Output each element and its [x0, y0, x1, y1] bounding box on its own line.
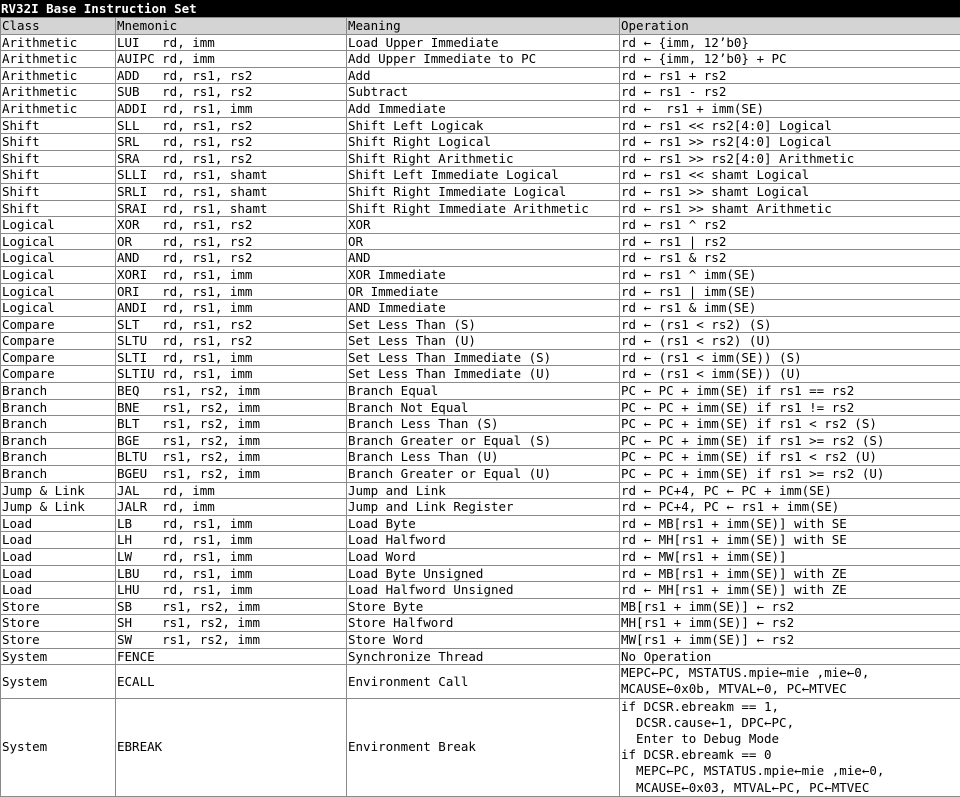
operation-cell: rd ← (rs1 < imm(SE)) (U) [620, 366, 960, 383]
operation-cell: rd ← MW[rs1 + imm(SE)] [620, 549, 960, 566]
table-row [1, 316, 960, 333]
table-row [1, 117, 960, 134]
table-row [1, 698, 960, 796]
class-cell: Shift [1, 183, 116, 200]
mnemonic-cell: SRAI rd, rs1, shamt [116, 200, 347, 217]
header-mnemonic: Mnemonic [116, 18, 347, 35]
mnemonic-cell: ORI rd, rs1, imm [116, 283, 347, 300]
meaning-cell: Set Less Than (U) [347, 333, 620, 350]
table-row [1, 416, 960, 433]
mnemonic-cell: LHU rd, rs1, imm [116, 582, 347, 599]
table-row [1, 515, 960, 532]
mnemonic-cell: BEQ rs1, rs2, imm [116, 383, 347, 400]
meaning-cell: XOR Immediate [347, 266, 620, 283]
table-row [1, 200, 960, 217]
mnemonic-cell: SLTIU rd, rs1, imm [116, 366, 347, 383]
class-cell: Shift [1, 167, 116, 184]
class-cell: Load [1, 549, 116, 566]
header-meaning: Meaning [347, 18, 620, 35]
class-cell: Branch [1, 466, 116, 483]
meaning-cell: Shift Right Immediate Logical [347, 183, 620, 200]
mnemonic-cell: SLLI rd, rs1, shamt [116, 167, 347, 184]
table-row [1, 549, 960, 566]
class-cell: Logical [1, 266, 116, 283]
meaning-cell: Branch Greater or Equal (S) [347, 432, 620, 449]
meaning-cell: Branch Equal [347, 383, 620, 400]
table-row [1, 266, 960, 283]
table-row [1, 150, 960, 167]
operation-cell: rd ← rs1 + rs2 [620, 67, 960, 84]
meaning-cell: XOR [347, 217, 620, 234]
mnemonic-cell: BLTU rs1, rs2, imm [116, 449, 347, 466]
table-row [1, 283, 960, 300]
table-row [1, 499, 960, 516]
meaning-cell: Load Byte [347, 515, 620, 532]
table-row [1, 648, 960, 665]
mnemonic-cell: SLT rd, rs1, rs2 [116, 316, 347, 333]
class-cell: Jump & Link [1, 482, 116, 499]
class-cell: Load [1, 532, 116, 549]
meaning-cell: Environment Break [347, 698, 620, 796]
meaning-cell: Shift Left Immediate Logical [347, 167, 620, 184]
class-cell: Compare [1, 366, 116, 383]
table-row [1, 399, 960, 416]
meaning-cell: Branch Greater or Equal (U) [347, 466, 620, 483]
meaning-cell: Load Upper Immediate [347, 34, 620, 51]
mnemonic-cell: BGE rs1, rs2, imm [116, 432, 347, 449]
meaning-cell: OR Immediate [347, 283, 620, 300]
class-cell: Load [1, 565, 116, 582]
meaning-cell: Branch Less Than (U) [347, 449, 620, 466]
mnemonic-cell: FENCE [116, 648, 347, 665]
operation-cell: rd ← rs1 >> rs2[4:0] Logical [620, 134, 960, 151]
table-row [1, 250, 960, 267]
class-cell: Shift [1, 200, 116, 217]
class-cell: Store [1, 598, 116, 615]
class-cell: Shift [1, 134, 116, 151]
operation-cell: No Operation [620, 648, 960, 665]
mnemonic-cell: BLT rs1, rs2, imm [116, 416, 347, 433]
mnemonic-cell: SLL rd, rs1, rs2 [116, 117, 347, 134]
class-cell: Logical [1, 250, 116, 267]
meaning-cell: Branch Less Than (S) [347, 416, 620, 433]
table-row [1, 532, 960, 549]
operation-cell: rd ← rs1 + imm(SE) [620, 100, 960, 117]
meaning-cell: Load Word [347, 549, 620, 566]
meaning-cell: AND Immediate [347, 300, 620, 317]
table-row [1, 34, 960, 51]
class-cell: Branch [1, 416, 116, 433]
class-cell: Logical [1, 300, 116, 317]
table-row [1, 217, 960, 234]
operation-cell: rd ← rs1 >> shamt Logical [620, 183, 960, 200]
mnemonic-cell: BNE rs1, rs2, imm [116, 399, 347, 416]
mnemonic-cell: SLTI rd, rs1, imm [116, 349, 347, 366]
operation-cell: rd ← PC+4, PC ← rs1 + imm(SE) [620, 499, 960, 516]
class-cell: Branch [1, 399, 116, 416]
table-row [1, 383, 960, 400]
operation-cell: rd ← rs1 | imm(SE) [620, 283, 960, 300]
class-cell: Jump & Link [1, 499, 116, 516]
mnemonic-cell: ADD rd, rs1, rs2 [116, 67, 347, 84]
meaning-cell: Add Immediate [347, 100, 620, 117]
mnemonic-cell: LW rd, rs1, imm [116, 549, 347, 566]
operation-cell: rd ← rs1 >> shamt Arithmetic [620, 200, 960, 217]
operation-cell: PC ← PC + imm(SE) if rs1 >= rs2 (U) [620, 466, 960, 483]
operation-cell: rd ← rs1 >> rs2[4:0] Arithmetic [620, 150, 960, 167]
table-row [1, 134, 960, 151]
operation-cell: PC ← PC + imm(SE) if rs1 >= rs2 (S) [620, 432, 960, 449]
meaning-cell: Shift Right Arithmetic [347, 150, 620, 167]
operation-cell: rd ← rs1 - rs2 [620, 84, 960, 101]
class-cell: Logical [1, 283, 116, 300]
mnemonic-cell: EBREAK [116, 698, 347, 796]
mnemonic-cell: ANDI rd, rs1, imm [116, 300, 347, 317]
meaning-cell: Shift Right Logical [347, 134, 620, 151]
operation-cell: rd ← {imm, 12’b0} [620, 34, 960, 51]
class-cell: Load [1, 582, 116, 599]
operation-cell: if DCSR.ebreakm == 1, DCSR.cause←1, DPC←PC, Enter to Debug Mode if DCSR.ebreamk == 0 MEPC←PC, MSTATUS.mpie←mie ,mie←0, MCAUSE←0x03, MTVAL←PC, PC←MTVEC [620, 698, 960, 796]
meaning-cell: Branch Not Equal [347, 399, 620, 416]
mnemonic-cell: SB rs1, rs2, imm [116, 598, 347, 615]
table-title: RV32I Base Instruction Set [0, 0, 960, 17]
operation-cell: rd ← MH[rs1 + imm(SE)] with SE [620, 532, 960, 549]
table-row [1, 598, 960, 615]
instruction-table [0, 17, 960, 797]
table-row [1, 615, 960, 632]
operation-cell: rd ← PC+4, PC ← PC + imm(SE) [620, 482, 960, 499]
mnemonic-cell: LBU rd, rs1, imm [116, 565, 347, 582]
table-row [1, 582, 960, 599]
operation-cell: rd ← rs1 ^ rs2 [620, 217, 960, 234]
class-cell: Branch [1, 383, 116, 400]
mnemonic-cell: OR rd, rs1, rs2 [116, 233, 347, 250]
table-row [1, 349, 960, 366]
operation-cell: rd ← rs1 & imm(SE) [620, 300, 960, 317]
meaning-cell: Subtract [347, 84, 620, 101]
table-row [1, 100, 960, 117]
table-row [1, 366, 960, 383]
meaning-cell: Add Upper Immediate to PC [347, 51, 620, 68]
class-cell: System [1, 698, 116, 796]
class-cell: System [1, 648, 116, 665]
mnemonic-cell: JALR rd, imm [116, 499, 347, 516]
operation-cell: MEPC←PC, MSTATUS.mpie←mie ,mie←0, MCAUSE←0x0b, MTVAL←0, PC←MTVEC [620, 665, 960, 698]
mnemonic-cell: LH rd, rs1, imm [116, 532, 347, 549]
operation-cell: rd ← (rs1 < rs2) (U) [620, 333, 960, 350]
header-operation: Operation [620, 18, 960, 35]
meaning-cell: Set Less Than Immediate (U) [347, 366, 620, 383]
table-row [1, 333, 960, 350]
operation-cell: rd ← MH[rs1 + imm(SE)] with ZE [620, 582, 960, 599]
mnemonic-cell: LB rd, rs1, imm [116, 515, 347, 532]
table-row [1, 466, 960, 483]
meaning-cell: Set Less Than Immediate (S) [347, 349, 620, 366]
table-row [1, 432, 960, 449]
operation-cell: rd ← {imm, 12’b0} + PC [620, 51, 960, 68]
mnemonic-cell: SRA rd, rs1, rs2 [116, 150, 347, 167]
class-cell: Branch [1, 432, 116, 449]
class-cell: Load [1, 515, 116, 532]
meaning-cell: Environment Call [347, 665, 620, 698]
class-cell: Store [1, 615, 116, 632]
operation-cell: rd ← rs1 & rs2 [620, 250, 960, 267]
class-cell: Shift [1, 117, 116, 134]
mnemonic-cell: ECALL [116, 665, 347, 698]
operation-cell: rd ← MB[rs1 + imm(SE)] with SE [620, 515, 960, 532]
class-cell: Logical [1, 233, 116, 250]
operation-cell: MH[rs1 + imm(SE)] ← rs2 [620, 615, 960, 632]
operation-cell: rd ← rs1 << shamt Logical [620, 167, 960, 184]
class-cell: System [1, 665, 116, 698]
operation-cell: rd ← rs1 ^ imm(SE) [620, 266, 960, 283]
mnemonic-cell: SLTU rd, rs1, rs2 [116, 333, 347, 350]
mnemonic-cell: XOR rd, rs1, rs2 [116, 217, 347, 234]
class-cell: Arithmetic [1, 34, 116, 51]
meaning-cell: Shift Left Logicak [347, 117, 620, 134]
class-cell: Arithmetic [1, 100, 116, 117]
instruction-rows [1, 34, 960, 796]
mnemonic-cell: LUI rd, imm [116, 34, 347, 51]
table-row [1, 183, 960, 200]
table-row [1, 300, 960, 317]
operation-cell: rd ← rs1 << rs2[4:0] Logical [620, 117, 960, 134]
meaning-cell: AND [347, 250, 620, 267]
meaning-cell: Store Word [347, 631, 620, 648]
class-cell: Compare [1, 316, 116, 333]
meaning-cell: Shift Right Immediate Arithmetic [347, 200, 620, 217]
operation-cell: rd ← (rs1 < imm(SE)) (S) [620, 349, 960, 366]
header-row [1, 18, 960, 35]
meaning-cell: Store Byte [347, 598, 620, 615]
table-row [1, 51, 960, 68]
table-row [1, 449, 960, 466]
meaning-cell: Store Halfword [347, 615, 620, 632]
meaning-cell: Synchronize Thread [347, 648, 620, 665]
operation-cell: PC ← PC + imm(SE) if rs1 < rs2 (U) [620, 449, 960, 466]
class-cell: Shift [1, 150, 116, 167]
table-row [1, 482, 960, 499]
class-cell: Logical [1, 217, 116, 234]
meaning-cell: Set Less Than (S) [347, 316, 620, 333]
mnemonic-cell: ADDI rd, rs1, imm [116, 100, 347, 117]
mnemonic-cell: BGEU rs1, rs2, imm [116, 466, 347, 483]
class-cell: Store [1, 631, 116, 648]
mnemonic-cell: SH rs1, rs2, imm [116, 615, 347, 632]
mnemonic-cell: SRL rd, rs1, rs2 [116, 134, 347, 151]
operation-cell: rd ← rs1 | rs2 [620, 233, 960, 250]
operation-cell: PC ← PC + imm(SE) if rs1 == rs2 [620, 383, 960, 400]
operation-cell: MW[rs1 + imm(SE)] ← rs2 [620, 631, 960, 648]
class-cell: Arithmetic [1, 51, 116, 68]
mnemonic-cell: AUIPC rd, imm [116, 51, 347, 68]
class-cell: Compare [1, 333, 116, 350]
operation-cell: rd ← MB[rs1 + imm(SE)] with ZE [620, 565, 960, 582]
table-row [1, 665, 960, 698]
meaning-cell: Load Halfword Unsigned [347, 582, 620, 599]
mnemonic-cell: SRLI rd, rs1, shamt [116, 183, 347, 200]
table-row [1, 167, 960, 184]
table-row [1, 67, 960, 84]
operation-cell: MB[rs1 + imm(SE)] ← rs2 [620, 598, 960, 615]
class-cell: Arithmetic [1, 67, 116, 84]
meaning-cell: Load Halfword [347, 532, 620, 549]
operation-cell: PC ← PC + imm(SE) if rs1 < rs2 (S) [620, 416, 960, 433]
mnemonic-cell: SUB rd, rs1, rs2 [116, 84, 347, 101]
table-row [1, 84, 960, 101]
mnemonic-cell: JAL rd, imm [116, 482, 347, 499]
meaning-cell: OR [347, 233, 620, 250]
table-row [1, 565, 960, 582]
meaning-cell: Jump and Link [347, 482, 620, 499]
meaning-cell: Add [347, 67, 620, 84]
meaning-cell: Jump and Link Register [347, 499, 620, 516]
table-row [1, 631, 960, 648]
mnemonic-cell: XORI rd, rs1, imm [116, 266, 347, 283]
header-class: Class [1, 18, 116, 35]
mnemonic-cell: AND rd, rs1, rs2 [116, 250, 347, 267]
class-cell: Branch [1, 449, 116, 466]
table-row [1, 233, 960, 250]
meaning-cell: Load Byte Unsigned [347, 565, 620, 582]
mnemonic-cell: SW rs1, rs2, imm [116, 631, 347, 648]
operation-cell: PC ← PC + imm(SE) if rs1 != rs2 [620, 399, 960, 416]
operation-cell: rd ← (rs1 < rs2) (S) [620, 316, 960, 333]
class-cell: Arithmetic [1, 84, 116, 101]
class-cell: Compare [1, 349, 116, 366]
